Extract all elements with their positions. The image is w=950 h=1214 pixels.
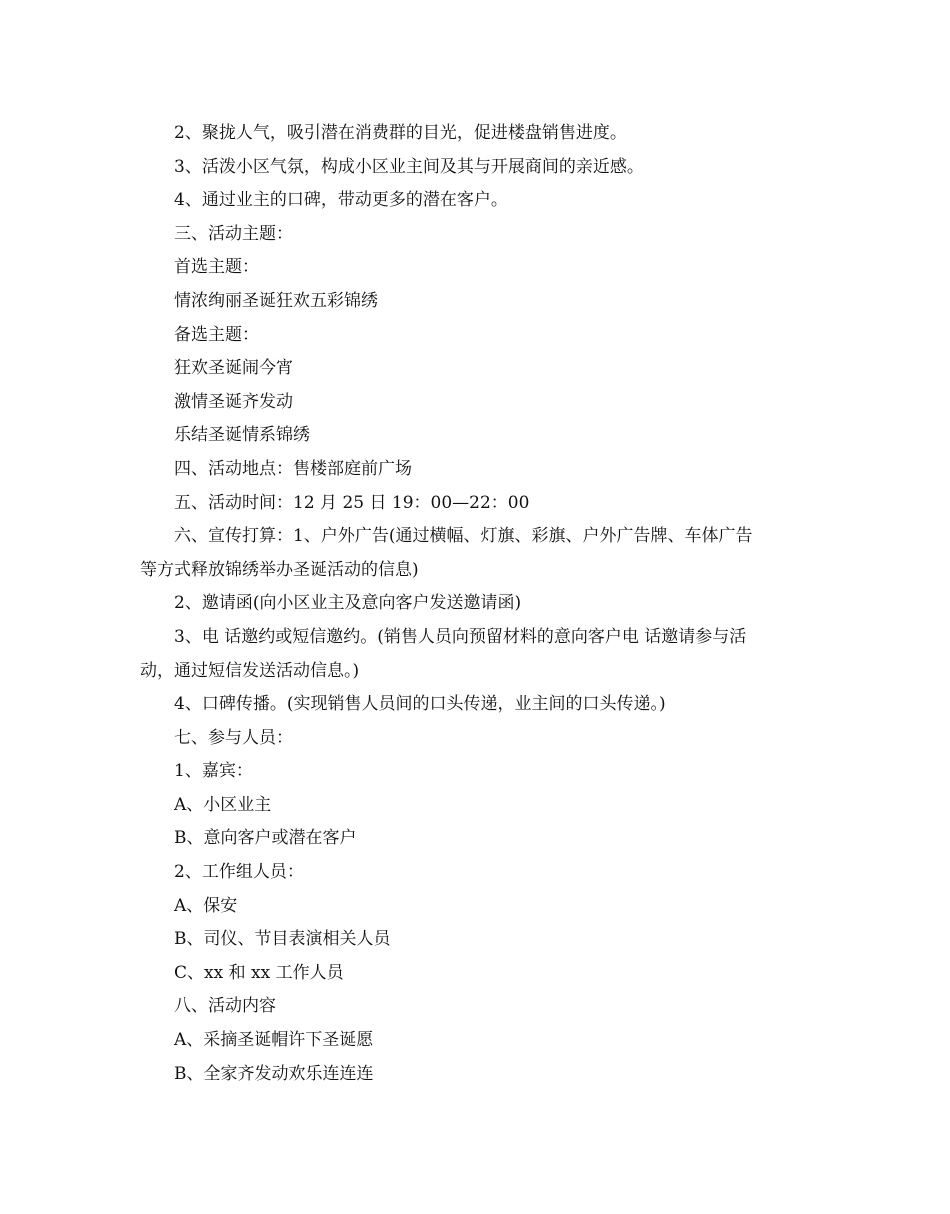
- paragraph-line: 激情圣诞齐发动: [174, 391, 293, 412]
- paragraph-line: 备选主题：: [174, 324, 259, 345]
- paragraph-line: B、司仪、节目表演相关人员: [174, 929, 391, 950]
- paragraph-line: 1、嘉宾：: [174, 761, 253, 782]
- paragraph-line-continued: 动，通过短信发送活动信息。): [140, 660, 360, 681]
- paragraph-line: 4、通过业主的口碑，带动更多的潜在客户。: [174, 190, 508, 211]
- section-heading: 七、参与人员：: [174, 727, 293, 748]
- paragraph-line: 乐结圣诞情系锦绣: [174, 425, 310, 446]
- paragraph-line: 3、活泼小区气氛，构成小区业主间及其与开展商间的亲近感。: [174, 156, 644, 177]
- paragraph-line: 3、电 话邀约或短信邀约。(销售人员向预留材料的意向客户电 话邀请参与活: [174, 626, 747, 647]
- paragraph-line: C、xx 和 xx 工作人员: [174, 962, 344, 983]
- paragraph-line: 首选主题：: [174, 257, 259, 278]
- paragraph-line: 狂欢圣诞闹今宵: [174, 358, 293, 379]
- paragraph-line: 2、工作组人员：: [174, 862, 304, 883]
- section-heading: 四、活动地点：售楼部庭前广场: [174, 458, 412, 479]
- section-heading: 三、活动主题：: [174, 223, 293, 244]
- section-heading: 八、活动内容: [174, 996, 276, 1017]
- paragraph-line: 4、口碑传播。(实现销售人员间的口头传递，业主间的口头传递。): [174, 694, 666, 715]
- paragraph-line: 2、聚拢人气，吸引潜在消费群的目光，促进楼盘销售进度。: [174, 123, 627, 143]
- paragraph-line: A、采摘圣诞帽许下圣诞愿: [174, 1030, 374, 1051]
- paragraph-line: 2、邀请函(向小区业主及意向客户发送邀请函): [174, 593, 522, 614]
- section-heading: 五、活动时间：12 月 25 日 19：00—22：00: [174, 492, 530, 513]
- paragraph-line: 情浓绚丽圣诞狂欢五彩锦绣: [174, 290, 378, 311]
- paragraph-line: B、意向客户或潜在客户: [174, 828, 357, 849]
- section-heading: 六、宣传打算：1、户外广告(通过横幅、灯旗、彩旗、户外广告牌、车体广告: [174, 526, 753, 547]
- paragraph-line: A、小区业主: [174, 794, 272, 815]
- document-body: [140, 117, 812, 1091]
- paragraph-line: A、保安: [174, 895, 238, 916]
- paragraph-line-continued: 等方式释放锦绣举办圣诞活动的信息): [140, 559, 419, 580]
- paragraph-line: B、全家齐发动欢乐连连连: [174, 1063, 374, 1084]
